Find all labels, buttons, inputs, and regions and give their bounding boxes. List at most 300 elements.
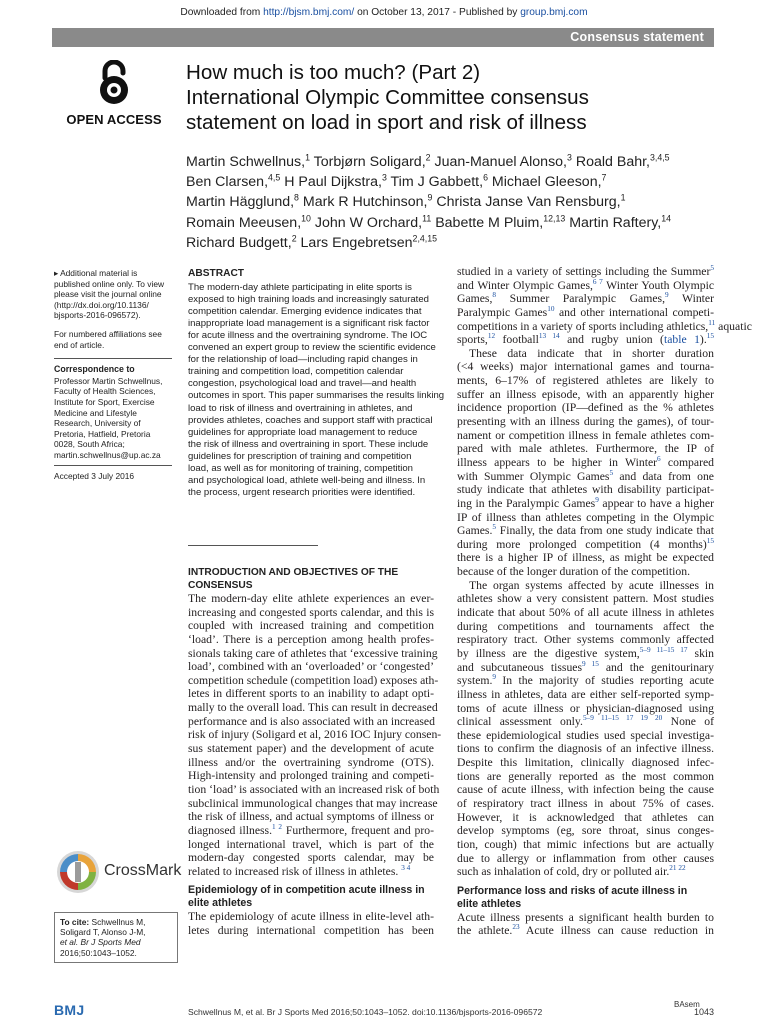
performance-heading xyxy=(457,885,714,911)
text-span: sports, xyxy=(457,333,488,347)
abstract-body xyxy=(188,282,445,499)
text-span: Games, xyxy=(457,292,493,306)
correspondence-line: Professor Martin Schwellnus, xyxy=(54,375,163,386)
abstract-line: load to risk of illness and overtraining in athletes, and xyxy=(188,402,413,414)
abstract-line: congestion, psychological load and travel—and health xyxy=(188,378,417,390)
author-name[interactable]: Martin Raftery, xyxy=(565,214,662,231)
text-line xyxy=(457,511,714,525)
text-line xyxy=(188,673,439,688)
text-span: subclinical immunological changes that may increase xyxy=(188,796,438,810)
epidemiology-heading xyxy=(188,884,434,910)
text-line xyxy=(188,810,434,824)
affiliation-ref: 4,5 xyxy=(268,172,281,183)
text-line xyxy=(188,796,438,811)
text-span: during more prolonged competition (4 months) xyxy=(457,537,707,551)
text-span: and data from one xyxy=(613,469,714,483)
note-line: end of article. xyxy=(54,339,105,350)
additional-material-note xyxy=(54,268,172,321)
note-line: ▸ Additional material is xyxy=(54,268,138,278)
citation-ref[interactable]: 6 7 xyxy=(592,277,603,286)
author-name[interactable]: H Paul Dijkstra, xyxy=(280,174,382,191)
text-span: tion, cough) that mimic infections but are actually xyxy=(457,837,714,851)
text-span: suffer an illness episode, with an apparently higher xyxy=(457,387,714,401)
author-name[interactable]: John W Orchard, xyxy=(310,214,423,231)
text-line xyxy=(188,851,434,865)
text-line xyxy=(457,633,714,647)
text-span: due to allergy or inflammation from other causes xyxy=(457,851,714,865)
text-line xyxy=(188,646,438,661)
abstract-line: competition calendar. Emerging evidence indicates that xyxy=(188,306,422,318)
author-name[interactable]: Romain Meeusen, xyxy=(186,214,302,231)
text-line: letes during international competition has been xyxy=(188,924,434,938)
text-span: sionals taking care of athletes that ‘excessive training xyxy=(188,646,438,660)
correspondence-line: Research, University of xyxy=(54,418,141,429)
text-span: ). xyxy=(699,333,707,347)
crossmark-icon xyxy=(56,850,100,894)
cite-label: To cite: xyxy=(60,917,90,927)
text-line xyxy=(457,647,714,661)
text-line xyxy=(457,524,714,538)
text-span: illness appears to be higher in Winter xyxy=(457,455,658,469)
text-line xyxy=(188,824,434,838)
text-span: aquatic xyxy=(715,319,752,333)
text-line xyxy=(457,538,714,552)
affiliation-ref: 14 xyxy=(661,212,671,223)
text-line xyxy=(457,756,714,770)
text-line xyxy=(457,579,714,593)
text-line xyxy=(457,306,714,320)
affiliation-ref: 1 xyxy=(620,192,626,203)
text-line: Acute illness presents a significant health burden to xyxy=(457,910,714,924)
affiliation-ref: 10 xyxy=(301,212,311,223)
text-span: Furthermore, frequent and pro- xyxy=(282,823,434,837)
citation-ref[interactable]: 9 xyxy=(595,496,599,504)
text-line xyxy=(457,606,714,620)
author-line xyxy=(186,233,726,253)
author-name[interactable]: Juan-Manuel Alonso, xyxy=(430,154,567,170)
text-line xyxy=(457,661,714,675)
epidemiology-body xyxy=(188,910,434,937)
text-span: and subcutaneous tissues xyxy=(457,660,583,674)
text-line xyxy=(457,742,714,756)
text-span: However, it is acknowledged that athletes can xyxy=(457,810,714,824)
text-span: appear to have a higher xyxy=(598,496,714,510)
author-line xyxy=(186,192,726,212)
abstract-line: The modern-day athlete participating in elite sports is xyxy=(188,282,412,294)
text-span: Finally, the data from one study indicate that xyxy=(496,524,714,538)
text-span: tions are generally reported as the most common xyxy=(457,769,714,783)
text-line xyxy=(457,688,714,702)
publisher-link[interactable]: group.bmj.com xyxy=(520,7,588,18)
abstract-line: exposed to high training loads and increasingly saturated xyxy=(188,294,429,306)
text-span: Despite this limitation, clinically diagnosed infec- xyxy=(457,756,714,770)
text-span: such as inhalation of cold, dry or polluted air. xyxy=(457,865,670,879)
author-name[interactable]: Richard Budgett, xyxy=(186,234,292,251)
author-line xyxy=(186,152,726,172)
text-line xyxy=(188,606,434,620)
citation-ref[interactable]: 11 xyxy=(708,318,716,327)
text-span: and the genitourinary xyxy=(598,660,714,674)
correspondence-line: Medicine and Lifestyle xyxy=(54,407,137,418)
affiliation-ref: 2 xyxy=(291,233,297,244)
text-span: modern-day congested sports calendar, may be xyxy=(188,851,434,865)
text-line xyxy=(188,715,434,729)
text-span: with Summer Olympic Games xyxy=(457,469,610,483)
abstract-line: the process, urgent research priorities were identified. xyxy=(188,486,416,498)
text-line xyxy=(457,360,714,374)
correspondence-line: 0028, South Africa; xyxy=(54,439,125,450)
citation-ref[interactable]: 5 xyxy=(492,523,497,532)
cite-line: Schwellnus M, xyxy=(89,917,146,927)
text-line xyxy=(188,687,434,701)
footer-citation: Schwellnus M, et al. Br J Sports Med 2016;50:1043–1052. doi:10.1136/bjsports-2016-096572 xyxy=(188,1007,543,1017)
text-span: the risk of illness, and actual symptoms of illness or xyxy=(188,810,434,824)
text-line xyxy=(457,497,714,511)
article-sidebar xyxy=(54,268,172,481)
text-span: Paralympic Games xyxy=(457,305,548,319)
text-span: nament or competition illness in female athletes com- xyxy=(457,428,714,442)
text-line xyxy=(188,701,438,715)
cite-line: et al. Br J Sports Med xyxy=(60,937,141,948)
citation-ref[interactable]: 5–9 11–15 17 19 20 xyxy=(582,714,663,723)
text-span: related to increased risk of illness in athletes. xyxy=(188,864,399,878)
citation-box xyxy=(54,912,178,963)
citation-ref[interactable]: 15 xyxy=(706,332,714,341)
author-line xyxy=(186,172,726,192)
abstract-section xyxy=(188,268,445,499)
abstract-line: inappropriate load management is a significant risk factor xyxy=(188,318,430,330)
text-span: letes in different sports to an inability to adapt opti- xyxy=(188,687,434,701)
body-column-left xyxy=(188,566,442,938)
text-span: there is a higher IP of illness, as might be expected xyxy=(457,551,714,565)
affiliation-ref: 9 xyxy=(427,192,433,203)
author-name[interactable]: Martin Schwellnus, xyxy=(186,154,306,170)
text-line xyxy=(457,333,714,347)
correspondence-heading: Correspondence to xyxy=(54,364,135,375)
text-span: studied in a variety of settings including the Summer xyxy=(457,265,711,278)
download-line xyxy=(0,7,768,18)
affiliation-ref: 6 xyxy=(483,172,488,183)
author-name[interactable]: Michael Gleeson, xyxy=(487,174,602,191)
text-span: football xyxy=(495,333,539,347)
text-span: presenting with an illness during the games), of tour- xyxy=(457,415,714,429)
text-span: risk of injury (Soligard et al, 2016 IOC Injury consen- xyxy=(188,728,442,742)
intro-body xyxy=(188,592,442,878)
text-span: The modern-day elite athlete experiences an ever- xyxy=(188,592,434,605)
correspondence-line: Pretoria, Hatfield, Pretoria xyxy=(54,428,151,439)
text-line xyxy=(457,783,714,797)
text-line xyxy=(457,483,714,497)
text-span: High-intensity and prolonged training and competi- xyxy=(188,769,434,783)
text-line xyxy=(188,592,434,606)
text-span: athletes show a very consistent pattern. Most studies xyxy=(457,592,714,606)
text-span: These data indicate that in shorter duration xyxy=(469,346,714,360)
text-span: performance and is also associated with an increased xyxy=(188,714,435,728)
author-list xyxy=(186,152,726,253)
affiliation-ref: 11 xyxy=(422,212,432,223)
download-prefix: Downloaded from xyxy=(180,7,264,18)
author-name[interactable]: Torbjørn Soligard, xyxy=(309,154,426,170)
citation-ref[interactable]: 8 xyxy=(492,291,497,300)
text-span: longed international travel, which is part of the xyxy=(188,837,434,851)
text-line xyxy=(457,551,714,565)
page-number: 1043 xyxy=(694,1007,715,1017)
affiliation-ref: 8 xyxy=(294,192,299,203)
open-access-logo xyxy=(64,60,164,127)
text-span: IP of illness than athletes competing in the Olympic xyxy=(457,510,714,524)
affiliation-ref: 2,4,15 xyxy=(412,233,438,244)
text-span: during competitions and tournaments affect the xyxy=(457,619,714,633)
text-line xyxy=(457,565,714,579)
citation-ref[interactable]: 5 xyxy=(609,468,614,477)
text-line xyxy=(188,728,442,742)
text-span: increasing and congested sports calendar, and this is xyxy=(188,605,434,619)
text-span: sus statement paper) and the development of acute xyxy=(188,742,434,756)
text-span: ing in the Paralympic Games xyxy=(457,496,596,510)
text-span: the athlete. xyxy=(457,924,513,938)
text-span: competition schedule (competition load) exposes ath- xyxy=(188,673,439,687)
text-line xyxy=(188,742,434,756)
text-line xyxy=(188,660,434,674)
correspondence-line: Institute for Sport, Exercise xyxy=(54,396,155,407)
text-line xyxy=(457,838,714,852)
author-name[interactable]: Martin Hägglund, xyxy=(186,194,295,211)
text-line xyxy=(457,715,714,729)
affiliation-ref: 3,4,5 xyxy=(650,152,670,163)
crossmark-badge[interactable] xyxy=(54,848,194,898)
sidebar-divider xyxy=(54,465,172,466)
abstract-line: for acute illness and the overtraining syndrome. The IOC xyxy=(188,330,428,342)
author-name[interactable]: Ben Clarsen, xyxy=(186,174,269,191)
text-span: tions to confirm the diagnosis of an infective illness. xyxy=(457,742,714,756)
open-access-label: OPEN ACCESS xyxy=(66,112,162,127)
affiliation-ref: 12,13 xyxy=(543,212,566,223)
text-span: respiratory tract. Other systems commonly affected xyxy=(457,633,714,647)
text-span: Winter xyxy=(668,292,714,306)
text-span: and other international competi- xyxy=(554,305,714,319)
abstract-line: guidelines for appropriate load management to reduce xyxy=(188,426,418,438)
text-span: In the majority of studies reporting acute xyxy=(496,674,714,688)
abstract-line: guidelines for prescription of training and competition xyxy=(188,450,412,462)
text-line xyxy=(457,865,714,879)
abstract-line: convened an expert group to review the scientific evidence xyxy=(188,342,436,354)
text-line xyxy=(457,388,714,402)
note-line: published online only. To view xyxy=(54,278,165,289)
text-span: mally to the overall load. This can result in decreased xyxy=(188,701,438,715)
text-span: by illness are the digestive system, xyxy=(457,646,640,660)
text-span: these epidemiological studies used special investiga- xyxy=(457,728,714,742)
correspondence-email[interactable]: martin.schwellnus@up.ac.za xyxy=(54,449,161,460)
crossmark-label: CrossMark xyxy=(104,862,182,879)
download-middle: on October 13, 2017 - Published by xyxy=(354,7,521,18)
text-span: compared xyxy=(660,455,715,469)
text-line xyxy=(457,674,714,688)
citation-ref[interactable]: 9 xyxy=(492,673,497,682)
text-span: illness and/or the overtraining syndrome (OTS). xyxy=(188,755,434,769)
intro-heading xyxy=(188,566,434,592)
citation-ref[interactable]: 13 14 xyxy=(538,332,560,341)
accepted-date: Accepted 3 July 2016 xyxy=(54,470,135,481)
text-line xyxy=(457,415,714,429)
note-line[interactable]: (http://dx.doi.org/10.1136/ xyxy=(54,299,149,310)
text-span: illness in athletes, data are either self-reported symp- xyxy=(457,687,714,701)
title-line: statement on load in sport and risk of illness xyxy=(186,111,587,134)
heading-line: Epidemiology of in competition acute illness in xyxy=(188,884,425,897)
text-line xyxy=(457,797,714,811)
text-line xyxy=(457,729,714,743)
text-span: Summer Paralympic Games, xyxy=(509,292,665,306)
affiliation-ref: 3 xyxy=(567,152,572,163)
text-span: indicate that about 50% of all acute illness in athletes xyxy=(457,606,714,620)
title-line: How much is too much? (Part 2) xyxy=(186,61,481,84)
sidebar-divider xyxy=(54,358,172,359)
cite-line: Soligard T, Alonso J-M, xyxy=(60,927,146,938)
text-span: skin xyxy=(687,646,715,660)
section-banner xyxy=(52,28,714,47)
text-span: toms of acute illness or physician-diagnosed using xyxy=(457,701,714,715)
citation-ref[interactable]: 1 2 xyxy=(272,823,283,831)
abstract-line: provides athletes, coaches and support staff with practical xyxy=(188,414,433,426)
author-name[interactable]: Lars Engebretsen xyxy=(296,234,413,251)
citation-ref[interactable]: 12 xyxy=(487,332,496,341)
banner-label: Consensus statement xyxy=(570,30,704,44)
author-name[interactable]: Tim J Gabbett, xyxy=(386,174,484,191)
affiliations-note xyxy=(54,329,172,350)
citation-ref[interactable]: 6 xyxy=(657,455,661,464)
text-span: and rugby union ( xyxy=(559,333,664,347)
text-line xyxy=(457,292,714,306)
text-line xyxy=(188,619,434,633)
correspondence-block xyxy=(54,376,172,461)
text-span: develop symptoms (eg, sore throat, sinus conges- xyxy=(457,824,714,838)
abstract-divider xyxy=(188,545,318,546)
text-line xyxy=(457,318,752,334)
text-span: Games. xyxy=(457,524,493,538)
text-span: diagnosed illness. xyxy=(188,823,273,837)
heading-line: CONSENSUS xyxy=(188,580,253,591)
abstract-line: training and competition load, competition calendar xyxy=(188,366,404,378)
epidemiology-continued xyxy=(457,264,752,879)
text-line xyxy=(457,592,714,606)
text-span: because of the longer duration of the competition. xyxy=(457,565,691,579)
body-column-right xyxy=(457,264,752,938)
citation-ref[interactable]: 9 15 xyxy=(582,659,599,668)
abstract-heading: ABSTRACT xyxy=(188,268,245,279)
open-access-lock-icon xyxy=(94,60,134,106)
text-line xyxy=(188,865,434,879)
cite-line: 2016;50:1043–1052. xyxy=(60,947,137,958)
affiliation-ref: 1 xyxy=(305,152,310,163)
text-span: study indicate that athletes with disability participat- xyxy=(457,483,714,497)
text-line: The epidemiology of acute illness in elite-level ath- xyxy=(188,910,434,924)
text-span: pared with male athletes. Furthermore, the IP of xyxy=(457,442,714,456)
text-line xyxy=(457,374,714,388)
citation-ref[interactable]: 10 xyxy=(547,305,555,314)
text-line xyxy=(457,811,714,825)
text-span: cause of acute illness, with infection being the cause xyxy=(457,783,714,797)
affiliation-ref: 2 xyxy=(425,152,431,163)
title-line: International Olympic Committee consensus xyxy=(186,86,589,109)
journal-url-link[interactable]: http://bjsm.bmj.com/ xyxy=(263,7,355,18)
text-line xyxy=(457,924,714,938)
note-line: please visit the journal online xyxy=(54,289,162,300)
heading-line: elite athletes xyxy=(188,897,253,910)
text-span: incidence proportion (IP—defined as the % athletes xyxy=(457,401,714,415)
text-span: competitions in a variety of sports including athletics, xyxy=(457,319,709,333)
note-line: For numbered affiliations see xyxy=(54,328,162,339)
text-line xyxy=(457,702,714,716)
heading-line: INTRODUCTION AND OBJECTIVES OF THE xyxy=(188,567,399,578)
author-name[interactable]: Roald Bahr, xyxy=(571,154,650,170)
author-name[interactable]: Mark R Hutchinson, xyxy=(298,194,428,211)
text-line xyxy=(457,347,714,361)
text-span: of respiratory tract illness in about 75% of cases. xyxy=(457,796,714,810)
abstract-line: outcomes in sport. This paper summarises the results linking xyxy=(188,390,445,402)
heading-line: elite athletes xyxy=(457,897,522,910)
text-span: ‘load’. There is a perception among health profes- xyxy=(188,632,434,646)
society-logo: BAsem xyxy=(674,1000,700,1009)
text-line xyxy=(457,852,714,866)
citation-ref[interactable]: 15 xyxy=(706,536,714,545)
affiliation-ref: 3 xyxy=(381,172,387,183)
text-span: clinical assessment only. xyxy=(457,715,583,729)
note-line: bjsports-2016-096572). xyxy=(54,310,141,321)
text-span: system. xyxy=(457,674,493,688)
text-span: and Winter Olympic Games, xyxy=(457,278,593,292)
citation-ref[interactable]: 9 xyxy=(665,291,669,300)
author-name[interactable]: Babette M Pluim, xyxy=(431,214,544,231)
text-line xyxy=(188,756,434,770)
text-line xyxy=(457,442,714,456)
text-span: tion ‘load’ is associated with an increased risk of both xyxy=(188,782,440,796)
article-title xyxy=(186,60,726,135)
text-line xyxy=(457,279,714,293)
citation-ref[interactable]: 21 22 xyxy=(669,864,686,873)
text-line xyxy=(188,633,434,647)
text-line xyxy=(457,265,714,279)
abstract-line: and psychological load, athlete well-being and illness. In xyxy=(188,474,426,486)
text-line xyxy=(457,456,714,470)
text-span: (<4 weeks) major international games and tourna- xyxy=(457,360,714,374)
text-line xyxy=(457,401,714,415)
citation-ref[interactable]: 5–9 11–15 17 xyxy=(639,646,688,655)
text-line xyxy=(188,782,440,797)
text-span: load’, combined with an ‘overloaded’ or ‘congested’ xyxy=(188,660,434,674)
text-span: None of xyxy=(662,715,715,729)
text-line xyxy=(457,429,714,443)
author-line xyxy=(186,213,726,233)
text-line xyxy=(457,770,714,784)
text-span: coupled with increased training and competition xyxy=(188,619,434,633)
text-line xyxy=(188,838,434,852)
citation-ref[interactable]: 5 xyxy=(710,264,714,273)
abstract-line: load, as well as for monitoring of training, competition xyxy=(188,462,413,474)
text-span: The organ systems affected by acute illnesses in xyxy=(469,578,714,592)
performance-body xyxy=(457,911,714,938)
author-name[interactable]: Christa Janse Van Rensburg, xyxy=(432,194,621,211)
text-span: Acute illness can cause reduction in xyxy=(519,924,714,938)
text-line xyxy=(457,824,714,838)
text-line xyxy=(188,769,434,783)
heading-line: Performance loss and risks of acute illness in xyxy=(457,884,688,897)
affiliation-ref: 7 xyxy=(601,172,607,183)
text-line xyxy=(457,470,714,484)
citation-ref[interactable]: 23 xyxy=(512,923,520,932)
table-link[interactable]: table 1 xyxy=(663,333,700,347)
text-span: ments, 6–17% of registered athletes are likely to xyxy=(457,374,714,388)
bmj-logo: BMJ xyxy=(54,1002,85,1018)
citation-ref[interactable]: 3 4 xyxy=(401,863,411,872)
